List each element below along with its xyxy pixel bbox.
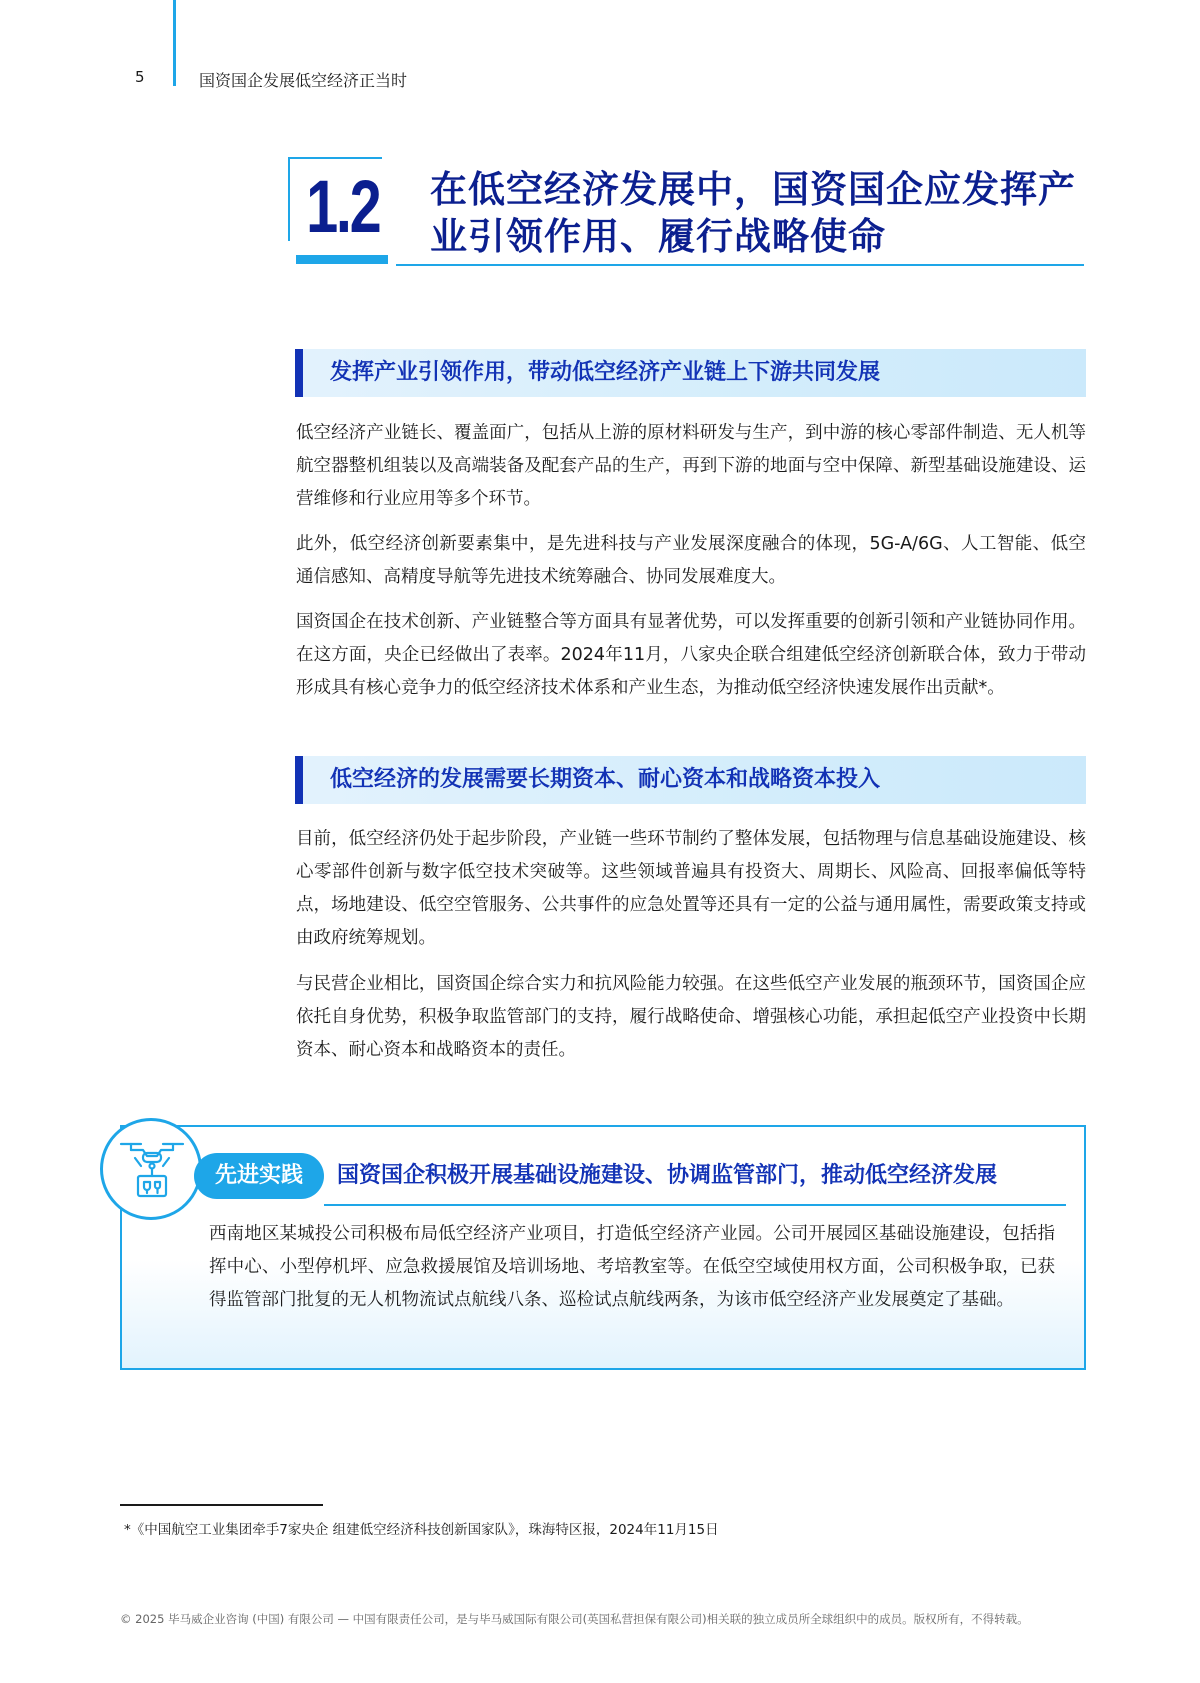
page-number: 5 — [135, 68, 145, 86]
paragraph-private-comparison: 与民营企业相比，国资国企综合实力和抗风险能力较强。在这些低空产业发展的瓶颈环节，国资国企应依托自身优势，积极争取监管部门的支持，履行战略使命、增强核心功能，承担起低空产业投资中长期资本、耐心资本和战略资本的责任。 — [296, 974, 1086, 1060]
section-title-line-1: 在低空经济发展中，国资国企应发挥产 — [430, 168, 1076, 211]
paragraph-innovation: 此外，低空经济创新要素集中，是先进科技与产业发展深度融合的体现，5G-A/6G、人工智能、低空通信感知、高精度导航等先进技术统筹融合、协同发展难度大。 — [296, 534, 1086, 587]
practice-body: 西南地区某城投公司积极布局低空经济产业项目，打造低空经济产业园。公司开展园区基础设施建设，包括指挥中心、小型停机坪、应急救援展馆及培训场地、考培教室等。在低空空域使用权方面，公司积极争取，已获得监管部门批复的无人机物流试点航线八条、巡检试点航线两条，为该市低空经济产业发展奠定了基础。 — [209, 1224, 1055, 1310]
subheading-industry-leading — [295, 349, 1086, 397]
subheading-bar — [295, 756, 303, 804]
section-badge-underline — [296, 255, 388, 264]
subheading-text: 低空经济的发展需要长期资本、耐心资本和战略资本投入 — [330, 767, 881, 792]
drone-icon — [117, 1136, 187, 1202]
header-rule — [173, 0, 176, 86]
section-title — [430, 166, 1100, 260]
section-number: 1.2 — [306, 165, 380, 248]
footnote-rule — [120, 1504, 323, 1506]
practice-title: 国资国企积极开展基础设施建设、协调监管部门，推动低空经济发展 — [337, 1163, 998, 1188]
paragraph-soe-advantage: 国资国企在技术创新、产业链整合等方面具有显著优势，可以发挥重要的创新引领和产业链协同作用。在这方面，央企已经做出了表率。2024年11月，八家央企联合组建低空经济创新联合体，致力于带动形成具有核心竞争力的低空经济技术体系和产业生态，为推动低空经济快速发展作出贡献*。 — [296, 612, 1086, 698]
paragraph-industry-chain: 低空经济产业链长、覆盖面广，包括从上游的原材料研发与生产，到中游的核心零部件制造、无人机等航空器整机组装以及高端装备及配套产品的生产，再到下游的地面与空中保障、新型基础设施建设、运营维修和行业应用等多个环节。 — [296, 423, 1086, 509]
paragraph-early-stage: 目前，低空经济仍处于起步阶段，产业链一些环节制约了整体发展，包括物理与信息基础设施建设、核心零部件创新与数字低空技术突破等。这些领域普遍具有投资大、周期长、风险高、回报率偏低等特点，场地建设、低空空管服务、公共事件的应急处置等还具有一定的公益与通用属性，需要政策支持或由政府统筹规划。 — [296, 829, 1086, 948]
footnote: *《中国航空工业集团牵手7家央企 组建低空经济科技创新国家队》，珠海特区报，2024年11月15日 — [124, 1522, 719, 1538]
subheading-bar — [295, 349, 303, 397]
subheading-capital — [295, 756, 1086, 804]
copyright-notice: © 2025 毕马威企业咨询 (中国) 有限公司 — 中国有限责任公司，是与毕马威国际有限公司(英国私营担保有限公司)相关联的独立成员所全球组织中的成员。版权所有，不得转载。 — [120, 1612, 1029, 1626]
section-title-line-2: 业引领作用、履行战略使命 — [430, 215, 886, 258]
section-title-rule — [396, 264, 1084, 266]
practice-title-rule — [324, 1204, 1066, 1206]
practice-tag-text: 先进实践 — [214, 1163, 303, 1188]
subheading-text: 发挥产业引领作用，带动低空经济产业链上下游共同发展 — [330, 360, 881, 385]
running-title: 国资国企发展低空经济正当时 — [199, 71, 408, 90]
